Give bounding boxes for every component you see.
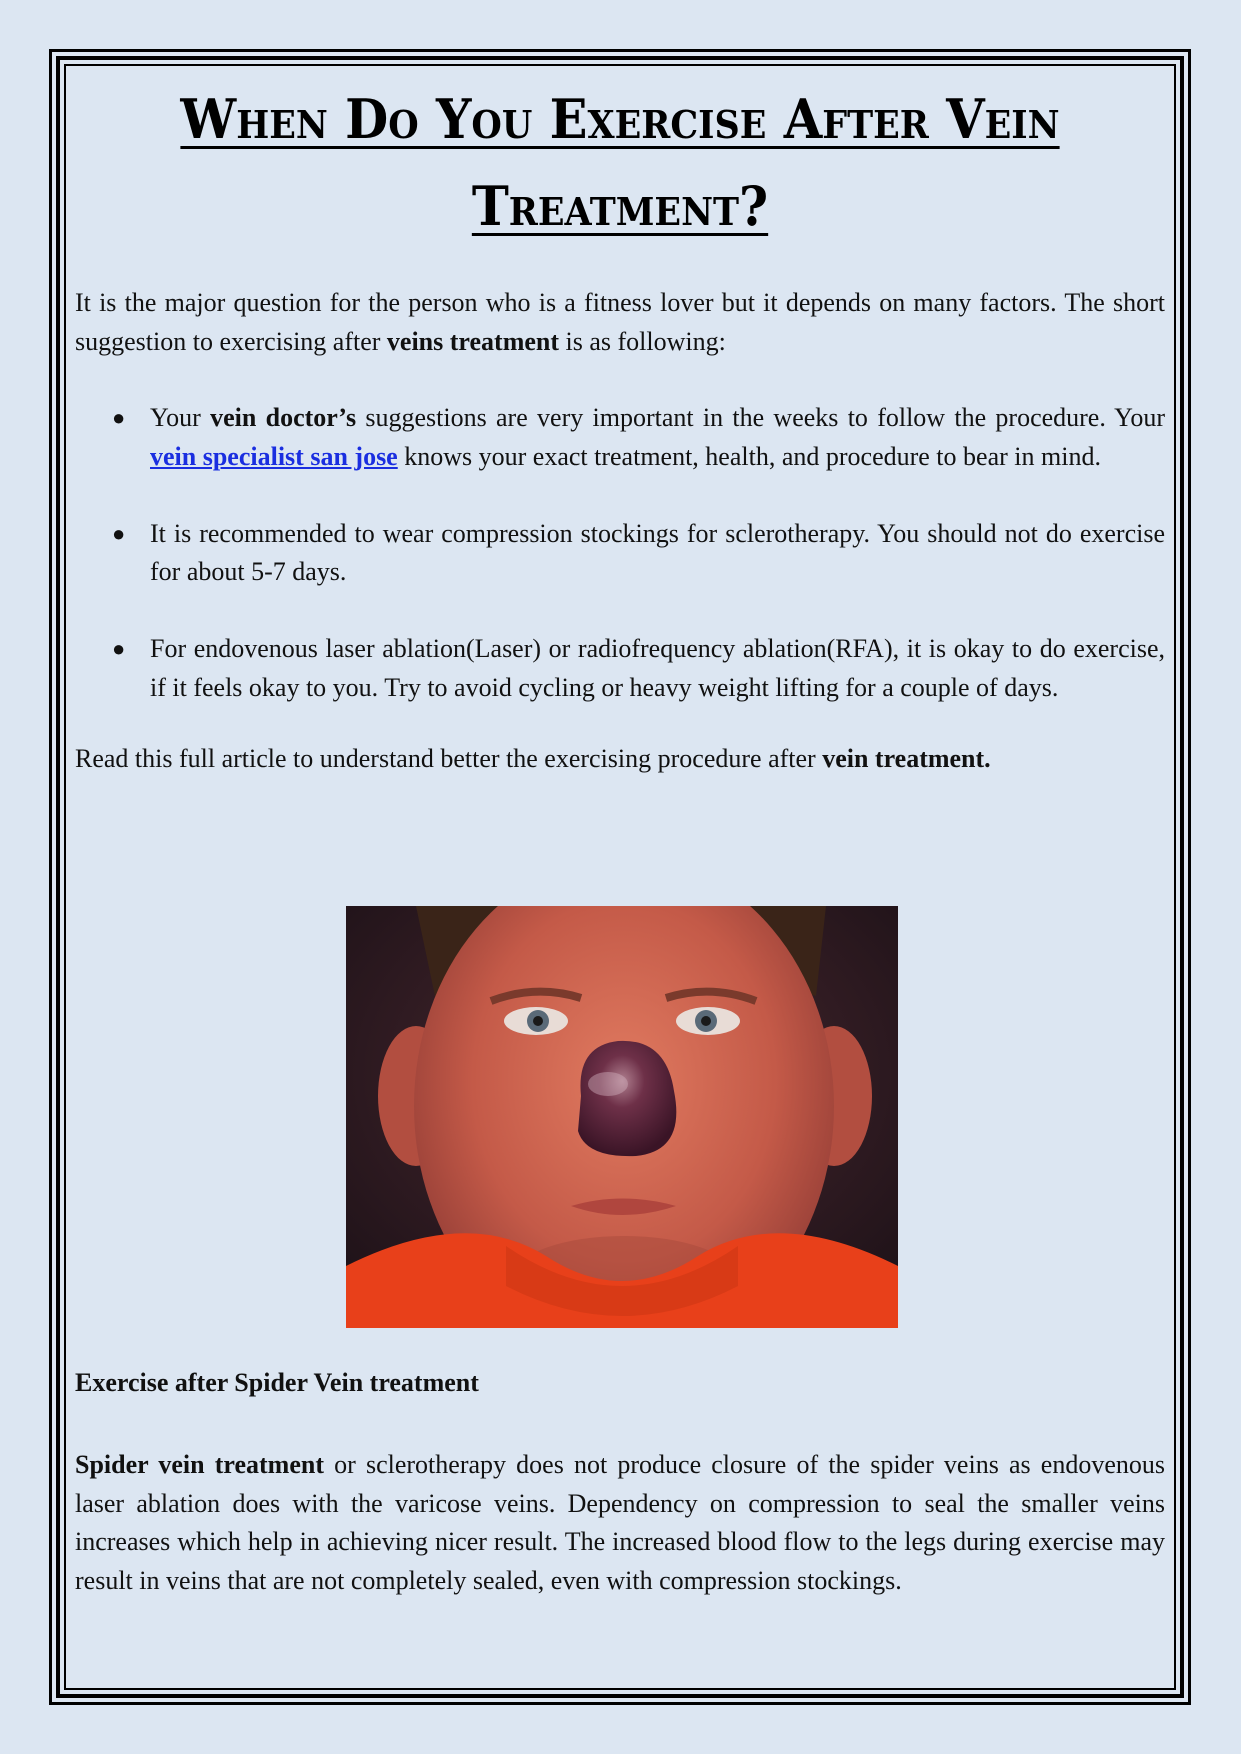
spider-vein-paragraph: Spider vein treatment or sclerotherapy does not produce closure of the spider veins as endovenous laser ablation does with the varicose veins. Dependency on compression to seal the smaller veins increases which help in achieving nicer result. The increased blood flow to the legs during exercise may result in veins that are not completely sealed, even with compression stockings. [75,1450,1165,1595]
advice-list [75,399,1165,707]
section-heading: Exercise after Spider Vein treatment [75,1368,479,1397]
intro-bold: veins treatment [386,326,560,356]
photo-of-child-with-nasal-vascular-lesion-icon [346,906,898,1328]
page-title: When Do You Exercise After Vein Treatment? [180,87,1060,238]
article-photo [346,906,898,1328]
read-more-paragraph: Read this full article to understand better the exercising procedure after vein treatment. [75,743,991,773]
vein-specialist-link[interactable]: vein specialist san jose [150,441,398,471]
intro-paragraph: It is the major question for the person who is a fitness lover but it depends on many factors. The short suggestion to exercising after veins treatment is as following: [75,288,1165,356]
list-item: ● Your vein doctor’s suggestions are very important in the weeks to follow the procedure. Your vein specialist san jose knows your exact treatment, health, and procedure to bear in mind. [75,399,1165,476]
bullet-icon: ● [112,636,126,661]
list-item: ● It is recommended to wear compression stockings for sclerotherapy. You should not do exercise for about 5-7 days. [75,515,1165,592]
document-content [75,76,1165,778]
bullet-icon: ● [112,520,126,546]
bullet-icon: ● [112,405,126,430]
list-item: ● For endovenous laser ablation(Laser) or radiofrequency ablation(RFA), it is okay to do exercise, if it feels okay to you. Try to avoid cycling or heavy weight lifting for a couple of days. [75,630,1165,707]
